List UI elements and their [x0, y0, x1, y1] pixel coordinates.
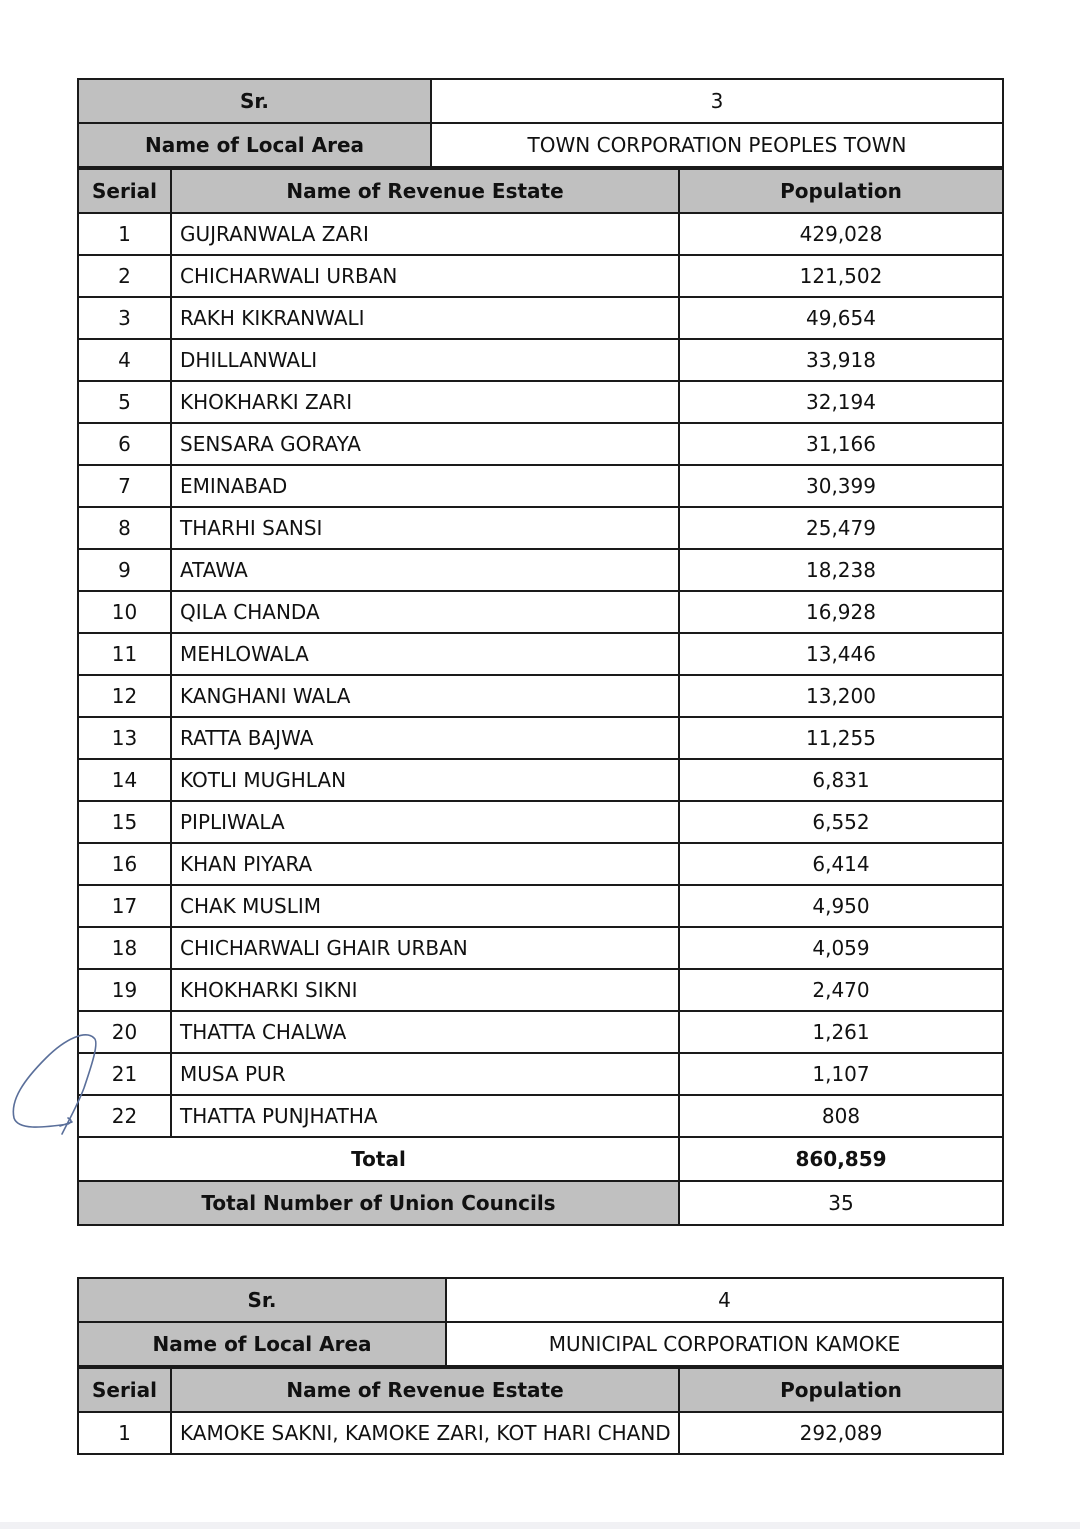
local-area-row: [78, 1322, 1003, 1366]
population-cell: 4,950: [679, 885, 1003, 927]
total-value: 860,859: [679, 1137, 1003, 1181]
population-cell: 49,654: [679, 297, 1003, 339]
serial-cell: 4: [78, 339, 171, 381]
serial-cell: 7: [78, 465, 171, 507]
population-cell: 1,261: [679, 1011, 1003, 1053]
page-bottom-band: [0, 1522, 1080, 1529]
revenue-estate-table: [77, 168, 1004, 1226]
table-row: [78, 1053, 1003, 1095]
population-cell: 32,194: [679, 381, 1003, 423]
local-area-value: TOWN CORPORATION PEOPLES TOWN: [431, 123, 1003, 167]
population-cell: 25,479: [679, 507, 1003, 549]
estate-name-cell: THARHI SANSI: [171, 507, 679, 549]
column-header-row: [78, 1368, 1003, 1412]
population-cell: 33,918: [679, 339, 1003, 381]
table-row: [78, 969, 1003, 1011]
serial-cell: 5: [78, 381, 171, 423]
population-cell: 18,238: [679, 549, 1003, 591]
sr-value: 4: [446, 1278, 1003, 1322]
serial-cell: 17: [78, 885, 171, 927]
local-area-label: Name of Local Area: [78, 123, 431, 167]
table-body: [78, 213, 1003, 1137]
serial-cell: 1: [78, 1412, 171, 1454]
serial-cell: 9: [78, 549, 171, 591]
estate-name-cell: CHAK MUSLIM: [171, 885, 679, 927]
population-cell: 31,166: [679, 423, 1003, 465]
serial-cell: 14: [78, 759, 171, 801]
col-header-population: Population: [679, 169, 1003, 213]
col-header-estate: Name of Revenue Estate: [171, 1368, 679, 1412]
estate-name-cell: CHICHARWALI GHAIR URBAN: [171, 927, 679, 969]
serial-cell: 3: [78, 297, 171, 339]
sr-value: 3: [431, 79, 1003, 123]
population-cell: 2,470: [679, 969, 1003, 1011]
sr-row: [78, 1278, 1003, 1322]
estate-name-cell: PIPLIWALA: [171, 801, 679, 843]
serial-cell: 18: [78, 927, 171, 969]
estate-name-cell: KOTLI MUGHLAN: [171, 759, 679, 801]
table-row: [78, 759, 1003, 801]
estate-name-cell: CHICHARWALI URBAN: [171, 255, 679, 297]
table-body: [78, 1412, 1003, 1454]
table-row: [78, 381, 1003, 423]
serial-cell: 13: [78, 717, 171, 759]
table-row: [78, 927, 1003, 969]
union-councils-label: Total Number of Union Councils: [78, 1181, 679, 1225]
table-row: [78, 1095, 1003, 1137]
serial-cell: 8: [78, 507, 171, 549]
population-cell: 11,255: [679, 717, 1003, 759]
table-row: [78, 213, 1003, 255]
total-row: [78, 1137, 1003, 1181]
local-area-value: MUNICIPAL CORPORATION KAMOKE: [446, 1322, 1003, 1366]
table-row: [78, 297, 1003, 339]
local-area-row: [78, 123, 1003, 167]
population-cell: 6,414: [679, 843, 1003, 885]
estate-name-cell: SENSARA GORAYA: [171, 423, 679, 465]
local-area-table-4: [77, 1277, 1002, 1455]
table-row: [78, 423, 1003, 465]
serial-cell: 16: [78, 843, 171, 885]
estate-name-cell: MUSA PUR: [171, 1053, 679, 1095]
local-area-info: [77, 78, 1004, 168]
estate-name-cell: MEHLOWALA: [171, 633, 679, 675]
union-councils-value: 35: [679, 1181, 1003, 1225]
estate-name-cell: EMINABAD: [171, 465, 679, 507]
serial-cell: 12: [78, 675, 171, 717]
table-row: [78, 1011, 1003, 1053]
serial-cell: 6: [78, 423, 171, 465]
local-area-info: [77, 1277, 1004, 1367]
population-cell: 30,399: [679, 465, 1003, 507]
local-area-table-3: [77, 78, 1002, 1226]
serial-cell: 11: [78, 633, 171, 675]
table-row: [78, 633, 1003, 675]
serial-cell: 1: [78, 213, 171, 255]
union-councils-row: [78, 1181, 1003, 1225]
estate-name-cell: DHILLANWALI: [171, 339, 679, 381]
col-header-population: Population: [679, 1368, 1003, 1412]
serial-cell: 20: [78, 1011, 171, 1053]
population-cell: 429,028: [679, 213, 1003, 255]
population-cell: 4,059: [679, 927, 1003, 969]
population-cell: 121,502: [679, 255, 1003, 297]
serial-cell: 10: [78, 591, 171, 633]
serial-cell: 21: [78, 1053, 171, 1095]
estate-name-cell: GUJRANWALA ZARI: [171, 213, 679, 255]
table-row: [78, 801, 1003, 843]
serial-cell: 2: [78, 255, 171, 297]
sr-label: Sr.: [78, 1278, 446, 1322]
table-row: [78, 591, 1003, 633]
col-header-estate: Name of Revenue Estate: [171, 169, 679, 213]
table-row: [78, 675, 1003, 717]
table-row: [78, 255, 1003, 297]
estate-name-cell: RATTA BAJWA: [171, 717, 679, 759]
revenue-estate-table: [77, 1367, 1004, 1455]
total-label: Total: [78, 1137, 679, 1181]
estate-name-cell: QILA CHANDA: [171, 591, 679, 633]
population-cell: 808: [679, 1095, 1003, 1137]
estate-name-cell: KHOKHARKI ZARI: [171, 381, 679, 423]
population-cell: 1,107: [679, 1053, 1003, 1095]
sr-row: [78, 79, 1003, 123]
table-row: [78, 843, 1003, 885]
estate-name-cell: KHAN PIYARA: [171, 843, 679, 885]
table-row: [78, 1412, 1003, 1454]
estate-name-cell: ATAWA: [171, 549, 679, 591]
population-cell: 16,928: [679, 591, 1003, 633]
col-header-serial: Serial: [78, 1368, 171, 1412]
serial-cell: 22: [78, 1095, 171, 1137]
population-cell: 6,831: [679, 759, 1003, 801]
table-row: [78, 549, 1003, 591]
estate-name-cell: THATTA PUNJHATHA: [171, 1095, 679, 1137]
table-row: [78, 885, 1003, 927]
estate-name-cell: RAKH KIKRANWALI: [171, 297, 679, 339]
estate-name-cell: KAMOKE SAKNI, KAMOKE ZARI, KOT HARI CHAND: [171, 1412, 679, 1454]
population-cell: 292,089: [679, 1412, 1003, 1454]
local-area-label: Name of Local Area: [78, 1322, 446, 1366]
estate-name-cell: KHOKHARKI SIKNI: [171, 969, 679, 1011]
population-cell: 13,200: [679, 675, 1003, 717]
population-cell: 13,446: [679, 633, 1003, 675]
col-header-serial: Serial: [78, 169, 171, 213]
serial-cell: 19: [78, 969, 171, 1011]
sr-label: Sr.: [78, 79, 431, 123]
estate-name-cell: THATTA CHALWA: [171, 1011, 679, 1053]
population-cell: 6,552: [679, 801, 1003, 843]
table-row: [78, 465, 1003, 507]
table-row: [78, 339, 1003, 381]
estate-name-cell: KANGHANI WALA: [171, 675, 679, 717]
table-row: [78, 717, 1003, 759]
serial-cell: 15: [78, 801, 171, 843]
table-row: [78, 507, 1003, 549]
column-header-row: [78, 169, 1003, 213]
